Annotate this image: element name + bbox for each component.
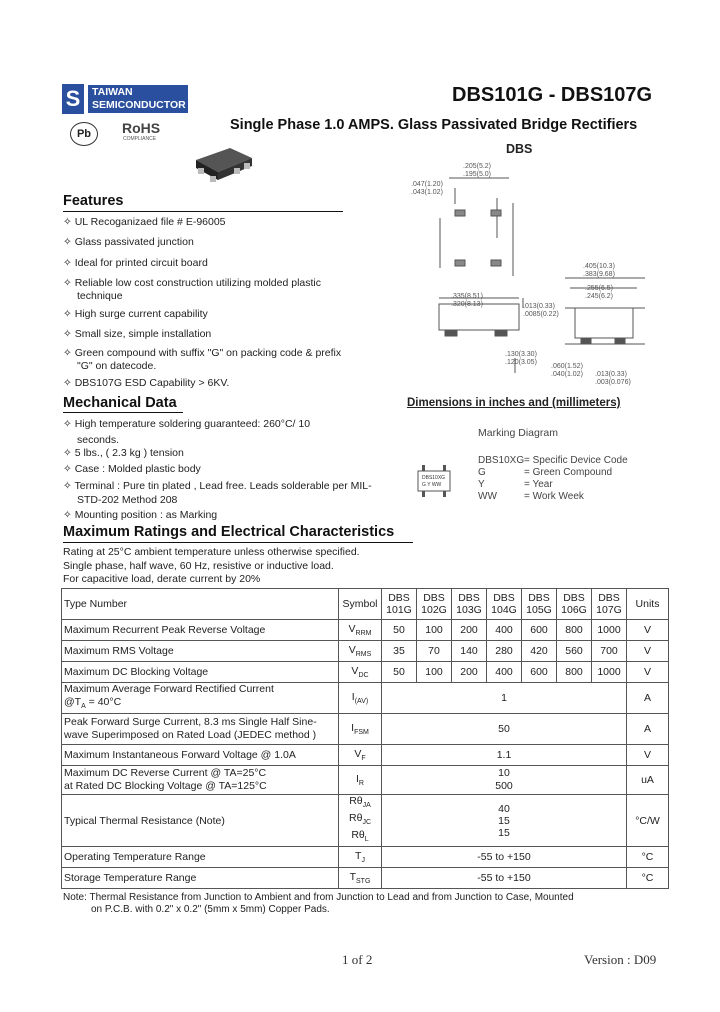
feature-text: Green compound with suffix "G" on packing code & prefix "G" on datecode.: [74, 347, 342, 372]
header-col: [487, 589, 522, 620]
table-header-row: [62, 589, 669, 620]
row-value: -55 to +150: [382, 847, 627, 868]
header-col: [417, 589, 452, 620]
row-value-line2: 500: [495, 780, 513, 793]
row-desc: Maximum Instantaneous Forward Voltage @ 1.0A: [62, 745, 339, 766]
feature-item: ✧ Glass passivated junction: [63, 236, 194, 248]
note-line2: on P.C.B. with 0.2" x 0.2" (5mm x 5mm) Copper Pads.: [91, 904, 330, 915]
marking-chip-line1: DBS10XG: [422, 475, 446, 481]
row-unit: °C: [627, 847, 669, 868]
header-col-line1: DBS: [423, 592, 445, 604]
row-symbol: [339, 714, 382, 745]
rohs-sub-label: COMPLIANCE: [123, 136, 157, 142]
header-col-line1: DBS: [528, 592, 550, 604]
page-subtitle: Single Phase 1.0 AMPS. Glass Passivated Bridge Rectifiers: [230, 117, 638, 133]
row-value: 400: [487, 620, 522, 641]
sym-main: V: [354, 748, 362, 761]
row-value: 200: [452, 662, 487, 683]
dim-label: .195(5.0): [463, 171, 492, 178]
row-value: 50: [382, 714, 627, 745]
sym-main: I: [351, 691, 355, 703]
row-symbol: [339, 847, 382, 868]
row-value: 420: [522, 641, 557, 662]
thermal-note: [63, 892, 574, 916]
dim-label: .040(1.02): [551, 371, 583, 378]
feature-text: UL Recoganizaed file # E-96005: [74, 216, 226, 228]
row-value: 800: [557, 620, 592, 641]
header-col-line2: 104G: [491, 604, 517, 616]
sym-main: T: [355, 850, 362, 863]
row-desc: Maximum DC Blocking Voltage: [62, 662, 339, 683]
header-col: [557, 589, 592, 620]
row-value: 1000: [592, 620, 627, 641]
table-row: [62, 745, 669, 766]
row-unit: A: [627, 683, 669, 714]
sym-main: Rθ: [349, 795, 363, 808]
mechanical-item: ✧ High temperature soldering guaranteed: 260°C/ 10 seconds.: [63, 418, 311, 446]
rohs-label: RoHS: [122, 120, 161, 136]
feature-text: High surge current capability: [74, 308, 208, 320]
sym-main: V: [348, 643, 356, 656]
sym-main: I: [356, 773, 359, 786]
row-value: 140: [452, 641, 487, 662]
table-row: [62, 641, 669, 662]
row-value: 800: [557, 662, 592, 683]
row-value: 1.1: [382, 745, 627, 766]
row-desc: [62, 766, 339, 795]
dim-label: .0085(0.22): [523, 311, 559, 318]
table-row: [62, 620, 669, 641]
row-value: [382, 766, 627, 795]
header-col-line1: DBS: [493, 592, 515, 604]
marking-title: Marking Diagram: [478, 427, 558, 439]
dim-label: .245(6.2): [585, 293, 614, 300]
header-col-line1: DBS: [598, 592, 620, 604]
dim-label: .383(9.68): [583, 271, 615, 278]
row-desc-line2: wave Superimposed on Rated Load (JEDEC method ): [64, 729, 317, 742]
company-name: [88, 85, 188, 113]
marking-chip: [414, 463, 454, 499]
mechanical-heading: Mechanical Data: [63, 395, 177, 411]
table-row: [62, 847, 669, 868]
header-col: [592, 589, 627, 620]
mechanical-text: Mounting position : as Marking: [74, 509, 218, 521]
header-col-line2: 101G: [386, 604, 412, 616]
dim-label: .335(8.51): [451, 293, 483, 300]
mechanical-text: Terminal : Pure tin plated , Lead free. Leads solderable per MIL-STD-202 Method 208: [74, 480, 372, 506]
row-value-line: 15: [498, 826, 510, 839]
header-col-line2: 106G: [561, 604, 587, 616]
page-number: 1 of 2: [342, 952, 373, 967]
dim-label: .255(6.5): [585, 285, 614, 292]
feature-item: ✧ Ideal for printed circuit board: [63, 257, 208, 269]
row-value: 600: [522, 620, 557, 641]
feature-text: Reliable low cost construction utilizing molded plastic technique: [74, 277, 322, 302]
header-col-line1: DBS: [563, 592, 585, 604]
row-desc-line2: at Rated DC Blocking Voltage @ TA=125°C: [64, 780, 267, 793]
mechanical-text: 5 lbs., ( 2.3 kg ) tension: [74, 447, 184, 459]
package-label: DBS: [506, 142, 533, 156]
header-col: [382, 589, 417, 620]
dim-label: .320(8.13): [451, 301, 483, 308]
feature-item: ✧ UL Recoganizaed file # E-96005: [63, 216, 226, 228]
sym-sub: L: [364, 836, 369, 844]
row-desc: Typical Thermal Resistance (Note): [62, 795, 339, 847]
row-value: 50: [382, 662, 417, 683]
row-value-line1: 10: [498, 767, 510, 780]
feature-text: DBS107G ESD Capability > 6KV.: [74, 377, 230, 389]
row-desc: Maximum RMS Voltage: [62, 641, 339, 662]
rating-condition: Rating at 25°C ambient temperature unless otherwise specified.: [63, 546, 360, 558]
table-row: [62, 766, 669, 795]
header-col-line2: 107G: [596, 604, 622, 616]
row-symbol: [339, 745, 382, 766]
row-value: 50: [382, 620, 417, 641]
features-heading: Features: [63, 193, 124, 209]
header-units: Units: [627, 589, 669, 620]
table-row: [62, 683, 669, 714]
row-value-line: 15: [498, 814, 510, 827]
table-row: [62, 662, 669, 683]
row-symbol: [339, 683, 382, 714]
row-symbol: [339, 620, 382, 641]
page-title: DBS101G - DBS107G: [452, 84, 653, 106]
row-value: 1000: [592, 662, 627, 683]
feature-item: ✧ Small size, simple installation: [63, 328, 212, 340]
header-col-line1: DBS: [458, 592, 480, 604]
sym-main: Rθ: [351, 829, 365, 842]
row-value: 700: [592, 641, 627, 662]
row-value: 280: [487, 641, 522, 662]
marking-value: = Specific Device Code: [524, 455, 628, 466]
sym-main: I: [351, 722, 355, 735]
row-desc: [62, 683, 339, 714]
header-col-line2: 105G: [526, 604, 552, 616]
mechanical-item: ✧ 5 lbs., ( 2.3 kg ) tension: [63, 447, 184, 459]
mechanical-rule: [63, 412, 183, 413]
mechanical-text: High temperature soldering guaranteed: 260°C/ 10 seconds.: [74, 418, 311, 446]
sym-sub: FSM: [354, 729, 369, 737]
row-unit: V: [627, 745, 669, 766]
row-value: 1: [382, 683, 627, 714]
sym-sub: STG: [356, 878, 371, 886]
marking-key: G: [478, 467, 486, 478]
row-desc-sub: A: [81, 703, 86, 711]
header-symbol: Symbol: [339, 589, 382, 620]
sym-sub: F: [361, 755, 366, 763]
sym-main: Rθ: [349, 812, 363, 825]
row-desc: Storage Temperature Range: [62, 868, 339, 889]
header-col: [452, 589, 487, 620]
row-symbol: [339, 641, 382, 662]
marking-key: DBS10XG: [478, 455, 525, 466]
table-row: [62, 868, 669, 889]
sym-main: V: [348, 622, 356, 635]
pb-free-icon: Pb: [70, 122, 98, 146]
dimensions-caption: Dimensions in inches and (millimeters): [407, 397, 621, 409]
ratings-heading: Maximum Ratings and Electrical Characteristics: [63, 524, 395, 540]
row-desc: [62, 714, 339, 745]
row-symbol: [339, 868, 382, 889]
marking-key: Y: [478, 479, 485, 490]
row-value: 600: [522, 662, 557, 683]
sym-sub: R: [358, 780, 364, 788]
sym-sub: J: [361, 857, 365, 865]
marking-value: = Year: [524, 479, 553, 490]
row-value: 200: [452, 620, 487, 641]
note-line1: Note: Thermal Resistance from Junction to Ambient and from Junction to Lead and from Junction to Case, Mounted: [63, 892, 574, 903]
mechanical-item: ✧ Case : Molded plastic body: [63, 463, 201, 475]
feature-text: Glass passivated junction: [74, 236, 194, 248]
package-photo: [190, 144, 256, 190]
sym-sub: DC: [358, 672, 369, 680]
row-desc: Maximum Recurrent Peak Reverse Voltage: [62, 620, 339, 641]
company-name-line2: SEMICONDUCTOR: [92, 99, 186, 111]
company-logo-icon: S: [62, 84, 84, 114]
header-col-line2: 103G: [456, 604, 482, 616]
header-col-line1: DBS: [388, 592, 410, 604]
row-value: 100: [417, 620, 452, 641]
dim-label: .120(3.05): [505, 359, 537, 366]
sym-main: T: [349, 871, 357, 884]
row-desc: Operating Temperature Range: [62, 847, 339, 868]
sym-sub: RMS: [355, 651, 372, 659]
feature-item: ✧ Reliable low cost construction utilizing molded plastic technique: [63, 277, 322, 302]
row-desc-line2-rest: = 40°C: [85, 696, 122, 708]
dim-label: .043(1.02): [411, 189, 443, 196]
marking-chip-line2: G Y WW: [422, 482, 442, 488]
row-value: -55 to +150: [382, 868, 627, 889]
row-desc-line1: Maximum Average Forward Rectified Current: [64, 683, 274, 695]
row-value: [382, 795, 627, 847]
rating-condition: For capacitive load, derate current by 20%: [63, 573, 261, 585]
sym-sub: RRM: [355, 630, 372, 638]
feature-text: Ideal for printed circuit board: [74, 257, 208, 269]
feature-item: ✧ DBS107G ESD Capability > 6KV.: [63, 377, 230, 389]
marking-chip-outline: [414, 463, 454, 499]
row-desc-line1: Maximum DC Reverse Current @ TA=25°C: [64, 767, 267, 780]
sym-sub: (AV): [354, 698, 369, 706]
row-value: 400: [487, 662, 522, 683]
header-col: [522, 589, 557, 620]
mechanical-item: ✧ Mounting position : as Marking: [63, 509, 218, 521]
dim-label: .205(5.2): [463, 163, 492, 170]
marking-value: = Work Week: [524, 491, 584, 502]
sym-sub: JA: [362, 802, 371, 810]
dim-label: .060(1.52): [551, 363, 583, 370]
row-unit: V: [627, 662, 669, 683]
mechanical-item: ✧ Terminal : Pure tin plated , Lead free. Leads solderable per MIL-STD-202 Method 208: [63, 480, 372, 506]
feature-text: Small size, simple installation: [74, 328, 212, 340]
features-rule: [63, 211, 343, 212]
sym-main: V: [351, 664, 359, 677]
row-value: 35: [382, 641, 417, 662]
dim-label: .047(1.20): [411, 181, 443, 188]
dim-label: .003(0.076): [595, 379, 631, 386]
dim-label: .405(10.3): [583, 263, 615, 270]
row-desc-line1: Peak Forward Surge Current, 8.3 ms Single Half Sine-: [64, 716, 317, 729]
row-value: 70: [417, 641, 452, 662]
version-label: Version : D09: [584, 952, 657, 967]
sym-sub: JC: [362, 819, 371, 827]
row-unit: A: [627, 714, 669, 745]
row-unit: °C/W: [627, 795, 669, 847]
row-unit: V: [627, 641, 669, 662]
ratings-table: [61, 588, 669, 889]
marking-value: = Green Compound: [524, 467, 613, 478]
mechanical-text: Case : Molded plastic body: [74, 463, 201, 475]
header-type: Type Number: [62, 589, 339, 620]
row-desc-line2: @T: [64, 696, 82, 708]
row-value: 100: [417, 662, 452, 683]
ratings-rule: [63, 542, 413, 543]
rating-condition: Single phase, half wave, 60 Hz, resistive or inductive load.: [63, 560, 334, 572]
table-row: [62, 714, 669, 745]
dim-label: .013(0.33): [595, 371, 627, 378]
dim-label: .130(3.30): [505, 351, 537, 358]
dimension-drawing: [405, 158, 650, 393]
company-name-line1: TAIWAN: [92, 86, 133, 98]
row-symbol: [339, 795, 382, 847]
feature-item: ✧ Green compound with suffix "G" on packing code & prefix "G" on datecode.: [63, 347, 342, 372]
table-row: [62, 795, 669, 847]
row-unit: V: [627, 620, 669, 641]
dim-label: .013(0.33): [523, 303, 555, 310]
row-unit: °C: [627, 868, 669, 889]
row-symbol: [339, 766, 382, 795]
feature-item: ✧ High surge current capability: [63, 308, 208, 320]
row-value: 560: [557, 641, 592, 662]
header-col-line2: 102G: [421, 604, 447, 616]
row-symbol: [339, 662, 382, 683]
row-unit: uA: [627, 766, 669, 795]
marking-key: WW: [478, 491, 497, 502]
row-value-line: 40: [498, 802, 510, 815]
